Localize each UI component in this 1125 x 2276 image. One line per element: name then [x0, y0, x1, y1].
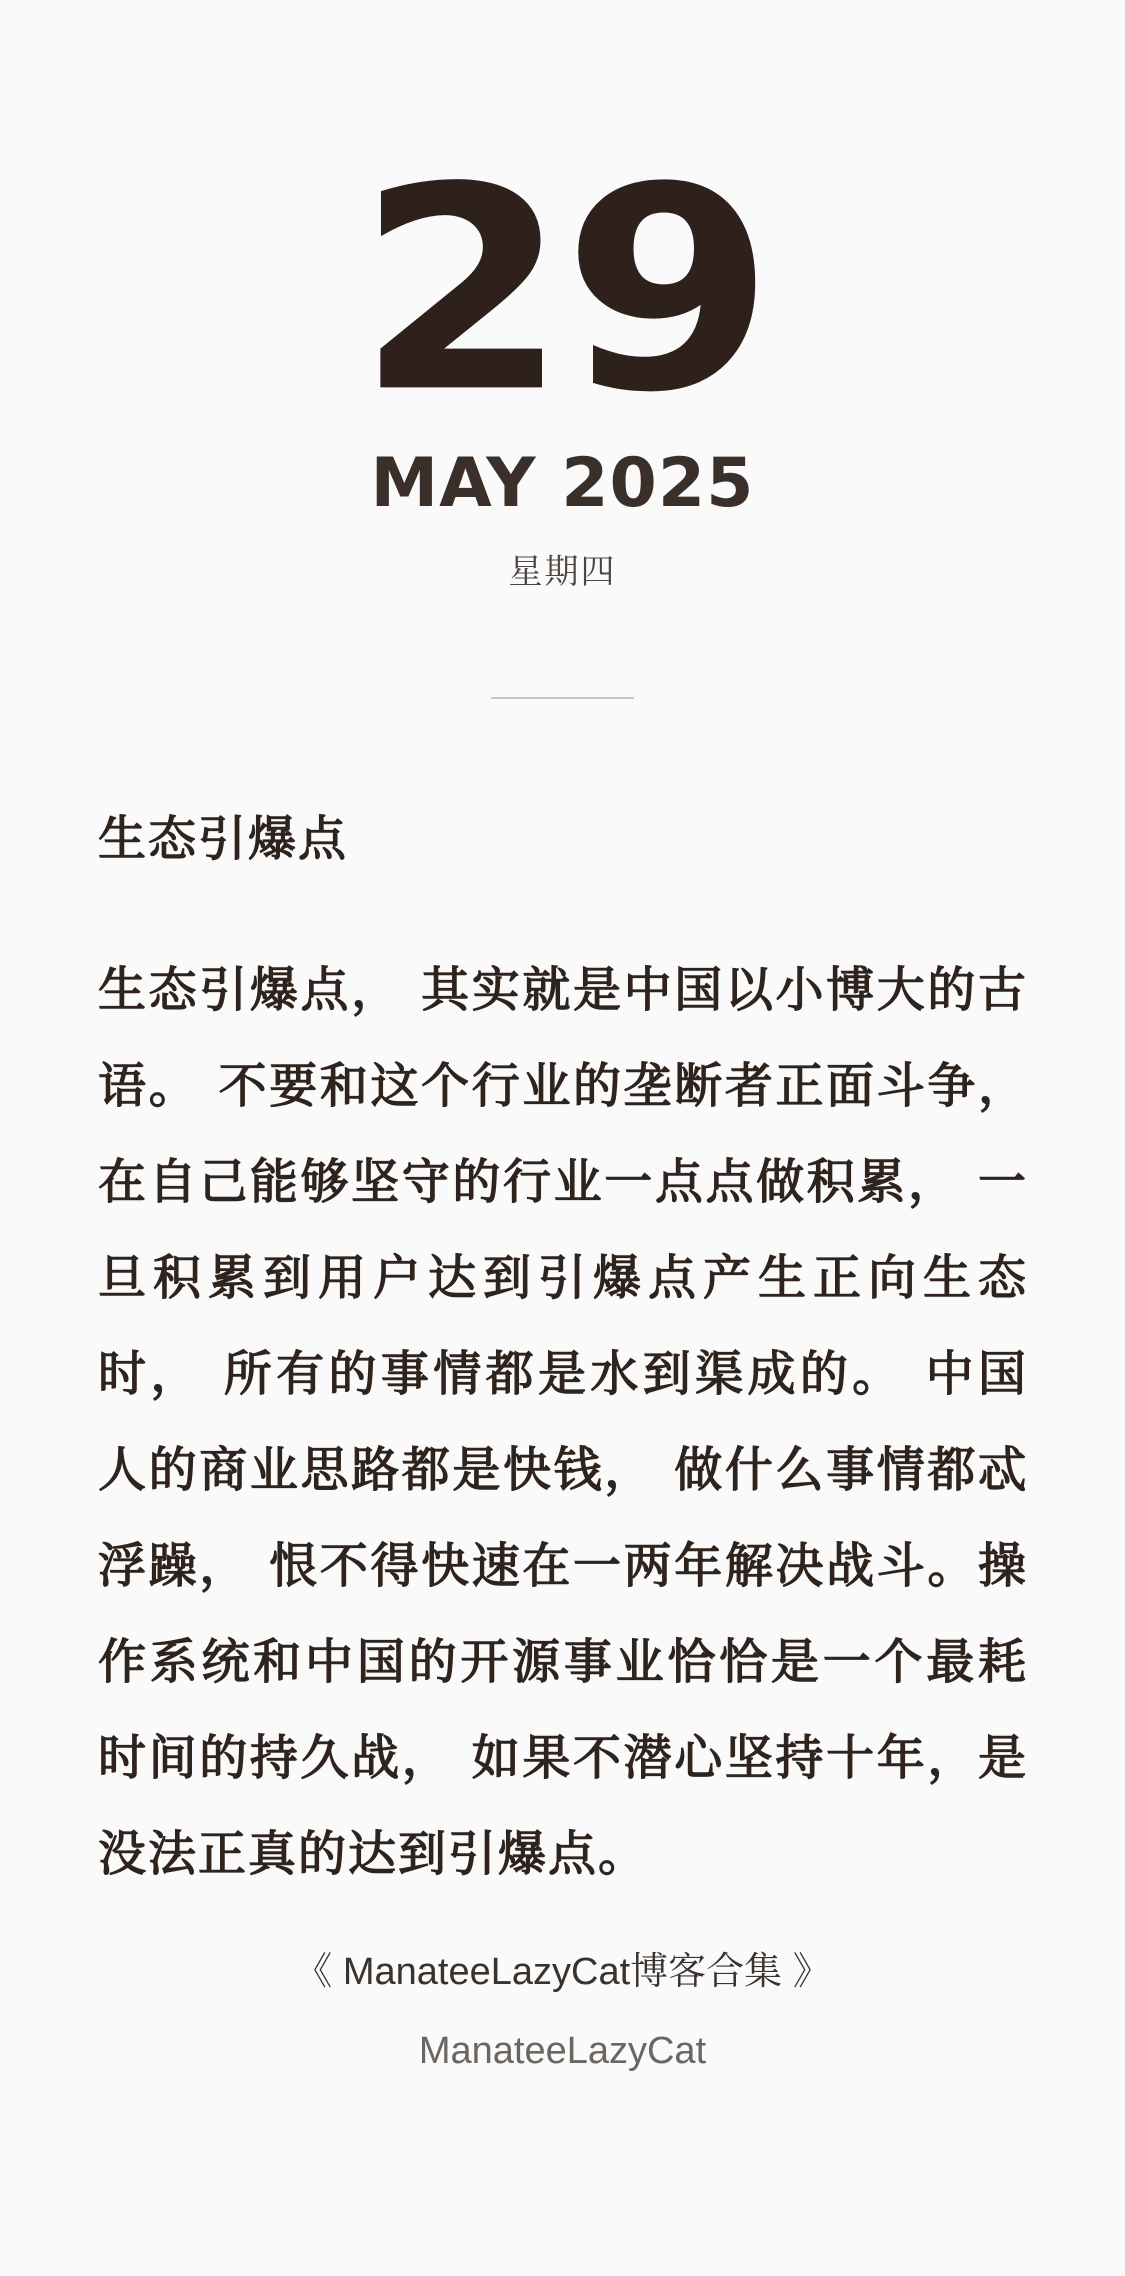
divider — [491, 697, 634, 699]
article-body: 生态引爆点， 其实就是中国以小博大的古语。 不要和这个行业的垄断者正面斗争，在自己能够坚守的行业一点点做积累， 一旦积累到用户达到引爆点产生正向生态时， 所有的事情都是水到渠成的。 中国人的商业思路都是快钱， 做什么事情都忒浮躁， 恨不得快速在一两年解决战斗。操作系统和中国的开源事业恰恰是一个最耗时间的持久战， 如果不潜心坚持十年，是没法正真的达到引爆点。 — [98, 962, 1028, 1882]
article-title: 生态引爆点 — [98, 811, 349, 867]
weekday: 星期四 — [508, 552, 617, 592]
day-number: 29 — [356, 127, 769, 454]
month-year: MAY 2025 — [370, 444, 755, 523]
author-name: ManateeLazyCat — [418, 2030, 707, 2072]
date-block — [0, 127, 1125, 454]
source-collection: 《 ManateeLazyCat博客合集 》 — [294, 1951, 831, 1993]
